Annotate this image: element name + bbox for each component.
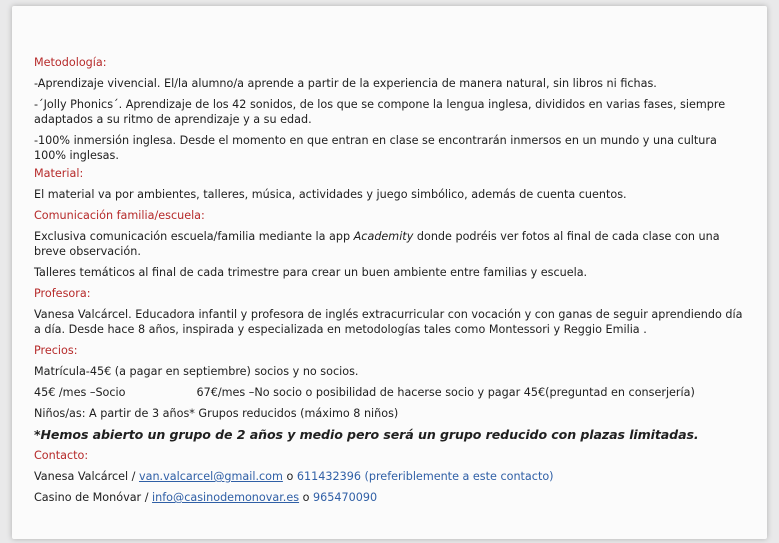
comunicacion-text-pre: Exclusiva comunicación escuela/familia mediante la app	[34, 230, 354, 243]
material-paragraph: El material va por ambientes, talleres, música, actividades y juego simbólico, además de cuenta cuentos.	[34, 188, 627, 201]
metodologia-heading: Metodología:	[34, 56, 107, 69]
contact-separator: o	[282, 470, 297, 483]
ninos-text: Niños/as: A partir de 3 años* Grupos reducidos (máximo 8 niños)	[34, 407, 399, 420]
phone-link-vanesa[interactable]: 611432396 (preferiblemente a este contacto)	[296, 470, 554, 483]
comunicacion-text-post: donde podréis ver fotos al final de cada clase con una breve observación.	[34, 230, 720, 258]
comunicacion-heading: Comunicación familia/escuela:	[34, 209, 205, 222]
profesora-paragraph: Vanesa Valcárcel. Educadora infantil y profesora de inglés extracurricular con vocación y con ganas de seguir aprendiendo día a día. Desde hace 8 años, inspirada y especializada en metodologías tales como Montessori y Reggio Emilia .	[34, 308, 743, 336]
phone-link-casino[interactable]: 965470090	[313, 491, 378, 504]
contacto-line-1	[34, 469, 749, 484]
comunicacion-paragraph-2: Talleres temáticos al final de cada trimestre para crear un buen ambiente entre familias y escuela.	[34, 266, 588, 279]
metodologia-paragraph-1: -Aprendizaje vivencial. El/la alumno/a aprende a partir de la experiencia de manera natural, sin libros ni fichas.	[34, 77, 657, 90]
contact-separator: o	[299, 491, 314, 504]
contact-name-casino: Casino de Monóvar /	[34, 491, 153, 504]
precios-heading: Precios:	[34, 344, 78, 357]
matricula-text: Matrícula-45€ (a pagar en septiembre) socios y no socios.	[34, 365, 359, 378]
document-page	[12, 6, 767, 539]
metodologia-paragraph-2: -´Jolly Phonics´. Aprendizaje de los 42 sonidos, de los que se compone la lengua inglesa, divididos en varias fases, siempre adaptados a su ritmo de aprendizaje y a su edad.	[34, 98, 726, 126]
material-heading: Material:	[34, 167, 84, 180]
comunicacion-paragraph-1	[34, 229, 749, 259]
metodologia-paragraph-3: -100% inmersión inglesa. Desde el momento en que entran en clase se encontrarán inmersos en un mundo y una cultura 100% inglesas.	[34, 134, 717, 162]
contacto-heading: Contacto:	[34, 449, 89, 462]
email-link-vanesa[interactable]: van.valcarcel@gmail.com	[138, 470, 283, 483]
precio-no-socio: 67€/mes –No socio o posibilidad de hacerse socio y pagar 45€(preguntad en conserjería)	[196, 386, 695, 399]
precio-socio: 45€ /mes –Socio	[34, 386, 126, 399]
profesora-heading: Profesora:	[34, 287, 91, 300]
contacto-line-2	[34, 490, 749, 505]
contact-name-vanesa: Vanesa Valcárcel /	[34, 470, 139, 483]
cuotas-line	[34, 385, 749, 400]
app-name: Academity	[353, 230, 414, 243]
grupo-note: *Hemos abierto un grupo de 2 años y medio pero será un grupo reducido con plazas limitadas.	[34, 427, 699, 442]
email-link-casino[interactable]: info@casinodemonovar.es	[152, 491, 300, 504]
